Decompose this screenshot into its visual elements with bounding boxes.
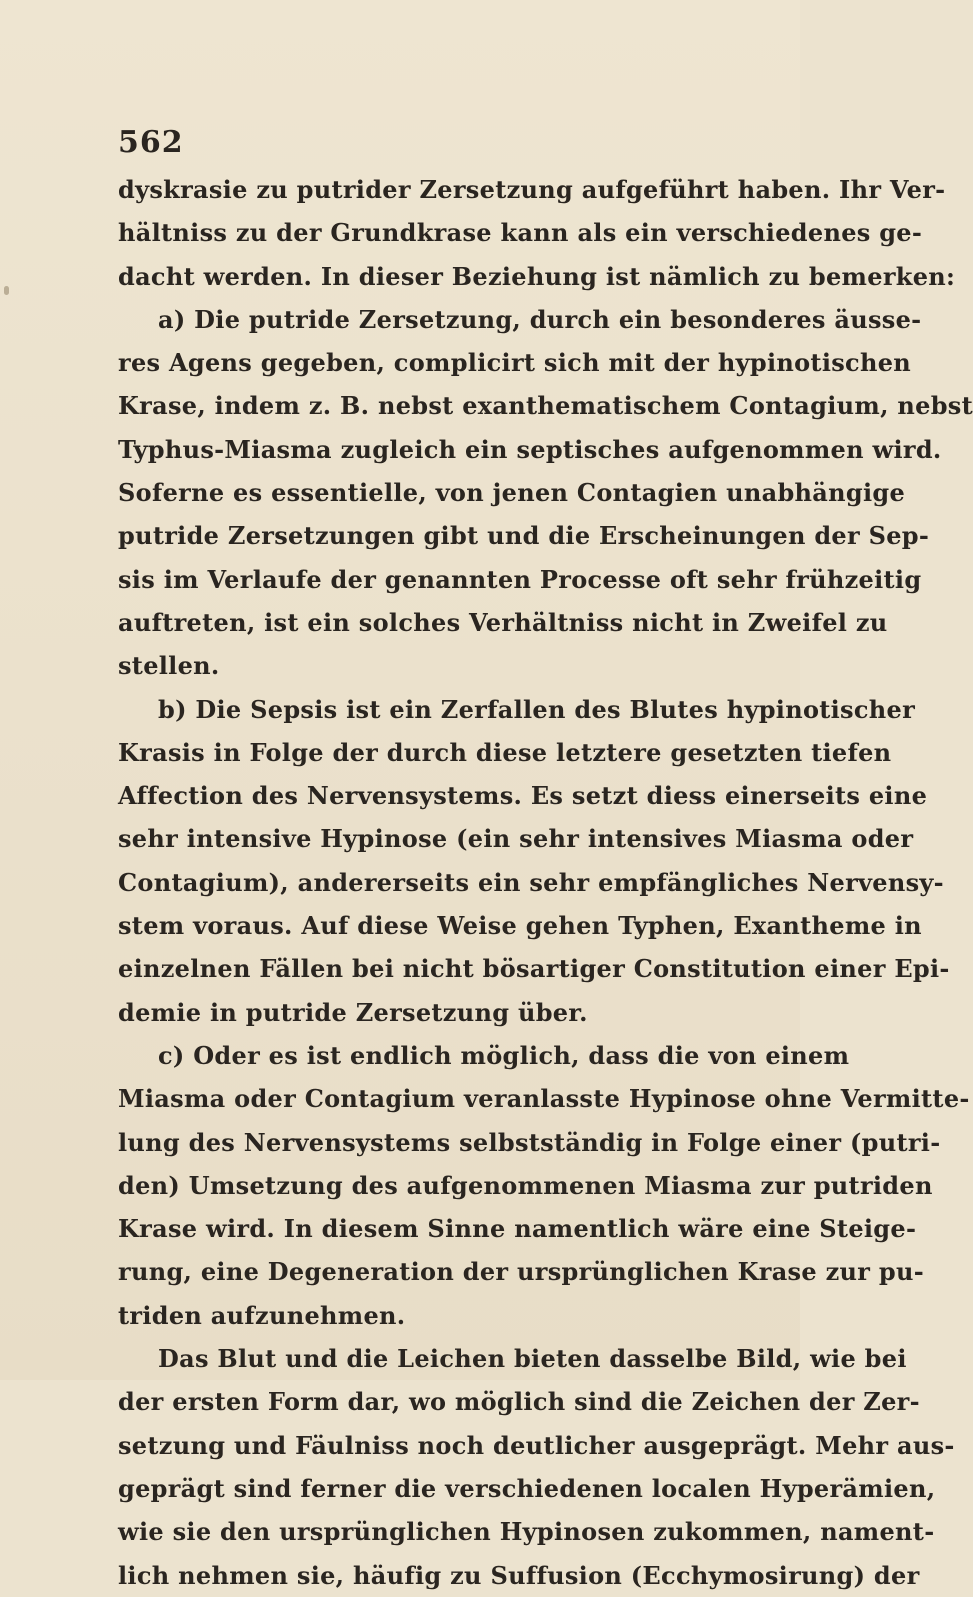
text-line: lung des Nervensystems selbstständig in Folge einer (putri- xyxy=(118,1127,941,1157)
text-line: Soferne es essentielle, von jenen Contagien unabhängige xyxy=(118,478,906,508)
text-line: triden aufzunehmen. xyxy=(118,1300,406,1330)
text-line: setzung und Fäulniss noch deutlicher ausgeprägt. Mehr aus- xyxy=(118,1430,955,1460)
text-line: c) Oder es ist endlich möglich, dass die von einem xyxy=(158,1040,850,1070)
text-line: wie sie den ursprünglichen Hypinosen zukommen, nament- xyxy=(118,1517,935,1547)
text-line: sis im Verlaufe der genannten Processe oft sehr frühzeitig xyxy=(118,564,922,594)
text-line: Das Blut und die Leichen bieten dasselbe Bild, wie bei xyxy=(158,1344,907,1374)
text-line: lich nehmen sie, häufig zu Suffusion (Ecchymosirung) der xyxy=(118,1560,920,1590)
text-line: Affection des Nervensystems. Es setzt diess einerseits eine xyxy=(118,781,928,811)
text-line: der ersten Form dar, wo möglich sind die Zeichen der Zer- xyxy=(118,1387,920,1417)
text-line: Krase wird. In diesem Sinne namentlich wäre eine Steige- xyxy=(118,1214,917,1244)
text-line: stem voraus. Auf diese Weise gehen Typhen, Exantheme in xyxy=(118,911,922,941)
text-line: res Agens gegeben, complicirt sich mit der hypinotischen xyxy=(118,348,912,378)
text-line: auftreten, ist ein solches Verhältniss nicht in Zweifel zu xyxy=(118,607,888,637)
text-line: stellen. xyxy=(118,651,220,681)
text-line: a) Die putride Zersetzung, durch ein besonderes äusse- xyxy=(158,304,922,334)
text-line: b) Die Sepsis ist ein Zerfallen des Blutes hypinotischer xyxy=(158,694,916,724)
text-line: Krasis in Folge der durch diese letztere gesetzten tiefen xyxy=(118,737,892,767)
text-line: Contagium), andererseits ein sehr empfängliches Nervensy- xyxy=(118,867,944,897)
text-line: den) Umsetzung des aufgenommenen Miasma zur putriden xyxy=(118,1170,933,1200)
text-line: putride Zersetzungen gibt und die Erscheinungen der Sep- xyxy=(118,521,930,551)
text-line: Typhus-Miasma zugleich ein septisches aufgenommen wird. xyxy=(118,434,942,464)
text-line: dacht werden. In dieser Beziehung ist nämlich zu bemerken: xyxy=(118,261,956,291)
text-line: sehr intensive Hypinose (ein sehr intensives Miasma oder xyxy=(118,824,914,854)
paper-speck xyxy=(4,286,9,295)
body-text xyxy=(118,168,973,1597)
text-line: dyskrasie zu putrider Zersetzung aufgeführt haben. Ihr Ver- xyxy=(118,175,946,204)
text-line: einzelnen Fällen bei nicht bösartiger Constitution einer Epi- xyxy=(118,954,950,984)
text-line: Miasma oder Contagium veranlasste Hypinose ohne Vermitte- xyxy=(118,1084,970,1114)
text-line: Krase, indem z. B. nebst exanthematischem Contagium, nebst xyxy=(118,391,973,421)
page-number: 562 xyxy=(118,125,184,160)
text-line: geprägt sind ferner die verschiedenen localen Hyperämien, xyxy=(118,1473,936,1503)
text-line: rung, eine Degeneration der ursprünglichen Krase zur pu- xyxy=(118,1257,924,1287)
text-line: demie in putride Zersetzung über. xyxy=(118,997,588,1027)
text-line: hältniss zu der Grundkrase kann als ein verschiedenes ge- xyxy=(118,218,923,248)
